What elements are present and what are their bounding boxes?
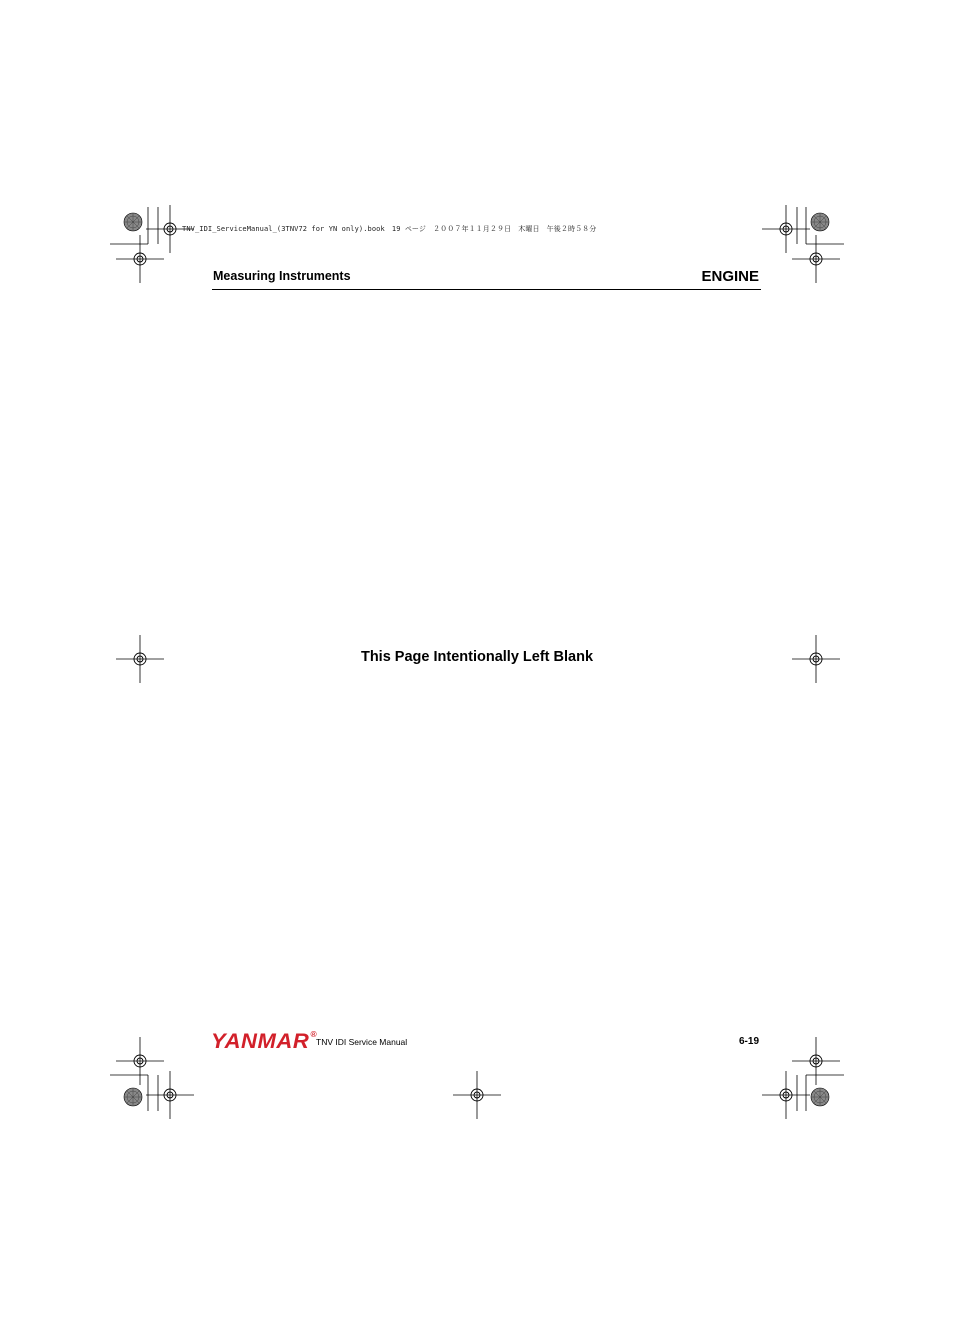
section-title: Measuring Instruments bbox=[213, 269, 351, 283]
registered-mark: ® bbox=[310, 1030, 318, 1039]
manual-title: TNV IDI Service Manual bbox=[316, 1037, 408, 1047]
blank-page-notice: This Page Intentionally Left Blank bbox=[360, 649, 594, 665]
header-rule bbox=[212, 289, 761, 290]
logo-text: YANMAR bbox=[211, 1030, 310, 1053]
print-slug: TNV_IDI_ServiceManual_(3TNV72 for YN only).book 19 ページ ２００７年１１月２９日 木曜日 午後２時５８分 bbox=[182, 225, 597, 233]
chapter-title: ENGINE bbox=[701, 268, 759, 285]
page-number: 6-19 bbox=[738, 1036, 759, 1047]
yanmar-logo bbox=[211, 1030, 317, 1054]
